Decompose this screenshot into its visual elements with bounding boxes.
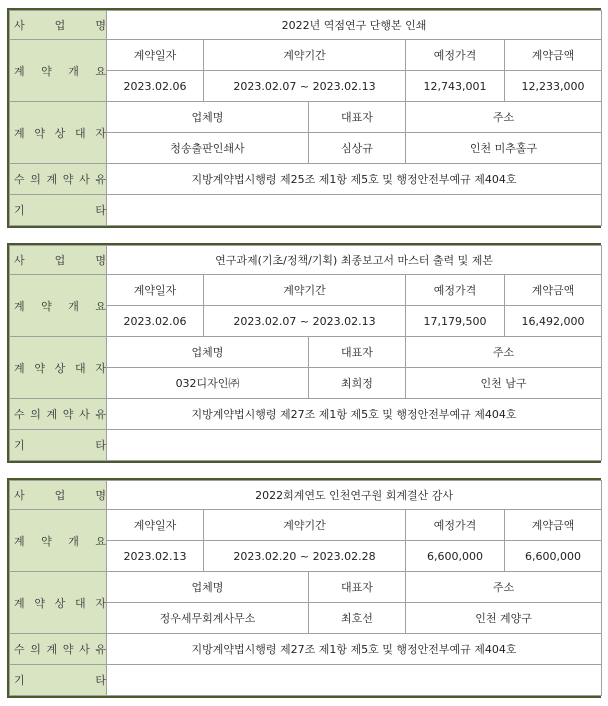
label-char: 수 [14,408,25,421]
header-address: 주소 [406,572,602,603]
header-contract-date: 계약일자 [107,40,204,71]
label-char: 개 [68,534,79,548]
estimated-price-value: 6,600,000 [406,541,505,572]
label-char: 유 [95,408,106,421]
header-contract-date: 계약일자 [107,275,204,306]
label-contract-overview [10,40,107,102]
label-char: 의 [30,408,41,421]
header-contract-amount: 계약금액 [505,40,602,71]
company-value: 정우세무회계사무소 [107,603,309,634]
label-char: 기 [14,204,25,217]
label-char: 대 [74,126,86,140]
label-etc [10,430,107,461]
label-char: 타 [95,204,106,217]
header-contract-amount: 계약금액 [505,275,602,306]
label-char: 명 [95,19,106,32]
label-business-name [10,481,107,510]
contract-date-value: 2023.02.06 [107,306,204,337]
address-value: 인천 미추홀구 [406,133,602,164]
label-char: 계 [14,596,25,610]
label-char: 자 [95,126,106,140]
label-contract-overview [10,510,107,572]
header-contract-period: 계약기간 [204,40,406,71]
label-char: 계 [46,173,58,186]
label-char: 계 [46,408,58,421]
label-char: 업 [54,254,66,267]
label-char: 업 [54,19,66,32]
business-name-value: 연구과제(기초/정책/기획) 최종보고서 마스터 출력 및 제본 [107,246,602,275]
label-reason [10,399,107,430]
representative-value: 최희정 [309,368,406,399]
label-char: 기 [14,674,25,687]
header-contract-date: 계약일자 [107,510,204,541]
label-contract-party [10,337,107,399]
label-business-name [10,246,107,275]
label-char: 업 [54,489,66,502]
contract-table [9,480,602,696]
label-char: 사 [79,173,90,186]
label-char: 요 [95,299,106,313]
header-estimated-price: 예정가격 [406,510,505,541]
reason-value: 지방계약법시행령 제27조 제1항 제5호 및 행정안전부예규 제404호 [107,634,602,665]
label-char: 계 [14,361,25,375]
address-value: 인천 남구 [406,368,602,399]
address-value: 인천 계양구 [406,603,602,634]
contract-period-value: 2023.02.20 ~ 2023.02.28 [204,541,406,572]
header-address: 주소 [406,102,602,133]
company-value: 032디자인㈜ [107,368,309,399]
contract-amount-value: 6,600,000 [505,541,602,572]
label-char: 사 [14,254,25,267]
label-char: 약 [34,596,45,610]
label-char: 계 [14,126,25,140]
header-company: 업체명 [107,572,309,603]
label-reason [10,164,107,195]
company-value: 청송출판인쇄사 [107,133,309,164]
representative-value: 심상규 [309,133,406,164]
header-representative: 대표자 [309,337,406,368]
label-char: 사 [14,489,25,502]
estimated-price-value: 12,743,001 [406,71,505,102]
reason-value: 지방계약법시행령 제27조 제1항 제5호 및 행정안전부예규 제404호 [107,399,602,430]
label-char: 사 [79,643,90,656]
label-char: 약 [34,126,45,140]
header-address: 주소 [406,337,602,368]
header-estimated-price: 예정가격 [406,40,505,71]
label-char: 상 [54,126,66,140]
label-etc [10,195,107,226]
label-char: 사 [79,408,90,421]
contract-record [7,243,601,463]
label-char: 계 [46,643,58,656]
label-contract-party [10,572,107,634]
label-contract-overview [10,275,107,337]
label-char: 약 [62,408,74,421]
contract-amount-value: 12,233,000 [505,71,602,102]
contract-date-value: 2023.02.13 [107,541,204,572]
label-char: 타 [95,674,106,687]
label-char: 의 [30,173,41,186]
label-char: 약 [41,534,52,548]
estimated-price-value: 17,179,500 [406,306,505,337]
label-char: 개 [68,299,79,313]
representative-value: 최호선 [309,603,406,634]
label-char: 자 [95,596,106,610]
contract-period-value: 2023.02.07 ~ 2023.02.13 [204,306,406,337]
label-char: 유 [95,643,106,656]
contract-table [9,10,602,226]
label-char: 계 [14,299,25,313]
label-char: 계 [14,534,25,548]
label-char: 상 [54,361,66,375]
business-name-value: 2022회계연도 인천연구원 회계결산 감사 [107,481,602,510]
label-char: 약 [62,643,74,656]
label-char: 사 [14,19,25,32]
header-contract-amount: 계약금액 [505,510,602,541]
label-char: 유 [95,173,106,186]
label-char: 개 [68,64,79,78]
reason-value: 지방계약법시행령 제25조 제1항 제5호 및 행정안전부예규 제404호 [107,164,602,195]
etc-value [107,665,602,696]
label-contract-party [10,102,107,164]
business-name-value: 2022년 역점연구 단행본 인쇄 [107,11,602,40]
label-char: 타 [95,439,106,452]
label-char: 명 [95,254,106,267]
contract-record [7,8,601,228]
label-char: 계 [14,64,25,78]
label-char: 약 [41,299,52,313]
contract-date-value: 2023.02.06 [107,71,204,102]
label-char: 약 [41,64,52,78]
label-reason [10,634,107,665]
header-company: 업체명 [107,102,309,133]
header-company: 업체명 [107,337,309,368]
label-char: 대 [74,596,86,610]
label-etc [10,665,107,696]
label-char: 약 [34,361,45,375]
label-char: 대 [74,361,86,375]
etc-value [107,195,602,226]
label-char: 자 [95,361,106,375]
header-estimated-price: 예정가격 [406,275,505,306]
header-representative: 대표자 [309,102,406,133]
contract-record [7,478,601,698]
label-char: 상 [54,596,66,610]
label-char: 수 [14,173,25,186]
label-char: 명 [95,489,106,502]
label-char: 요 [95,534,106,548]
header-contract-period: 계약기간 [204,275,406,306]
label-char: 수 [14,643,25,656]
label-char: 요 [95,64,106,78]
etc-value [107,430,602,461]
label-business-name [10,11,107,40]
label-char: 약 [62,173,74,186]
header-representative: 대표자 [309,572,406,603]
contract-table [9,245,602,461]
contract-amount-value: 16,492,000 [505,306,602,337]
contract-period-value: 2023.02.07 ~ 2023.02.13 [204,71,406,102]
header-contract-period: 계약기간 [204,510,406,541]
label-char: 기 [14,439,25,452]
label-char: 의 [30,643,41,656]
